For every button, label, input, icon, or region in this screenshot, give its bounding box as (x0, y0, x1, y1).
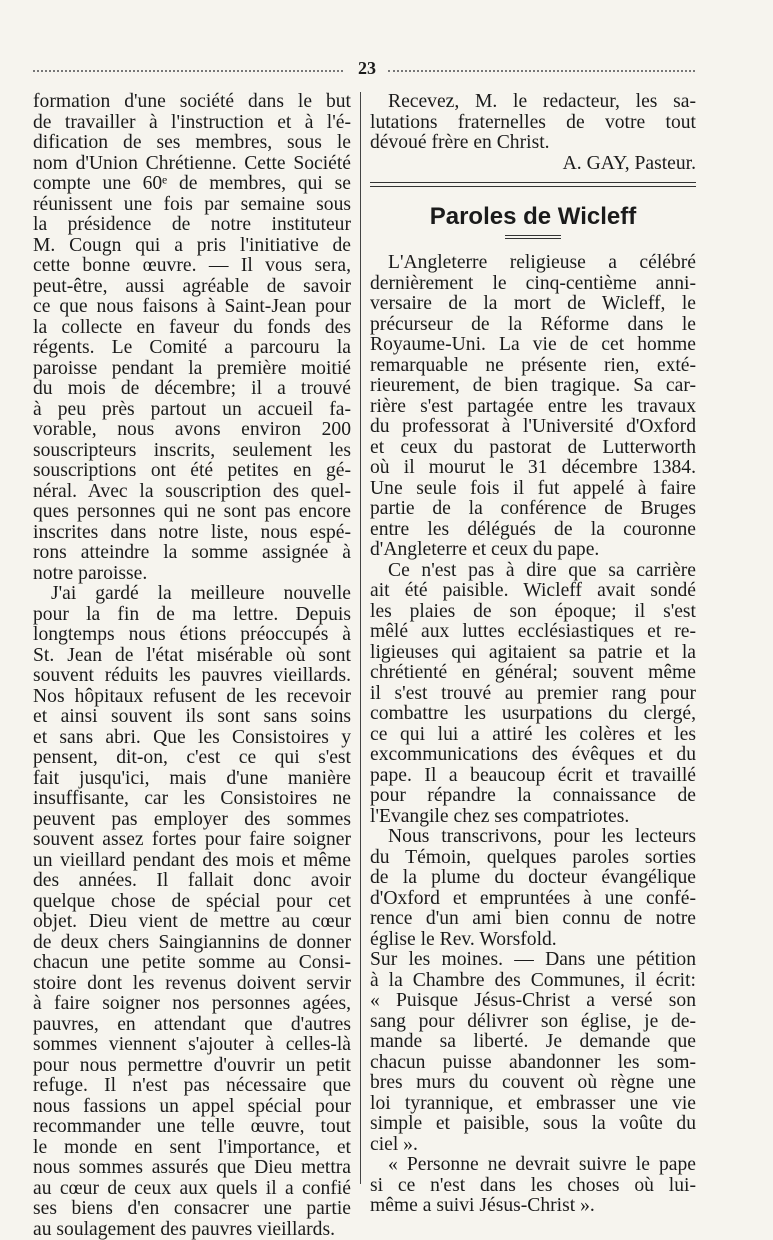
article-line: Nous transcrivons, pour les lecteurs (370, 827, 696, 848)
text-line: nous fassions un appel spécial pour (33, 1097, 351, 1118)
text-line: Nos hôpitaux refusent de les recevoir (33, 687, 351, 708)
article-line: versaire de la mort de Wicleff, le (370, 294, 696, 315)
text-line: objet. Dieu vient de mettre au cœur (33, 912, 351, 933)
article-line: l'Evangile chez ses compatriotes. (370, 807, 696, 828)
article-line: Une seule fois il fut appelé à faire (370, 479, 696, 500)
article-line: il s'est trouvé au premier rang pour (370, 684, 696, 705)
article-line: précurseur de la Réforme dans le (370, 315, 696, 336)
article-line: L'Angleterre religieuse a célébré (370, 253, 696, 274)
text-line: réunissent une fois par semaine sous (33, 195, 351, 216)
article-line: excommunications des évêques et du (370, 745, 696, 766)
section-title: Paroles de Wicleff (370, 203, 696, 231)
text-line: quelque chose de spécial pour cet (33, 892, 351, 913)
article-line: Ce n'est pas à dire que sa carrière (370, 561, 696, 582)
text-line: à faire soigner nos personnes agées, (33, 994, 351, 1015)
text-line: pauvres, en attendant que d'autres (33, 1015, 351, 1036)
text-line: recommander une telle œuvre, tout (33, 1117, 351, 1138)
article-line: mêlé aux luttes ecclésiastiques et re- (370, 622, 696, 643)
article-line: rière s'est partagée entre les travaux (370, 397, 696, 418)
article-line: ciel ». (370, 1135, 696, 1156)
text-line: à peu près partout un accueil fa- (33, 400, 351, 421)
page-number: 23 (351, 58, 383, 79)
article-line: ce qui lui a attiré les colères et les (370, 725, 696, 746)
text-line: ques personnes qui ne sont pas encore (33, 502, 351, 523)
article-line: d'Oxford et empruntées à une confé- (370, 889, 696, 910)
article-body (370, 253, 696, 1217)
text-line: formation d'une société dans le but (33, 92, 351, 113)
text-line: notre paroisse. (33, 564, 351, 585)
text-line: au cœur de ceux aux quels il a confié (33, 1179, 351, 1200)
article-line: bres murs du couvent où règne une (370, 1073, 696, 1094)
article-line: combattre les usurpations du clergé, (370, 704, 696, 725)
text-line: de travailler à l'instruction et à l'é- (33, 113, 351, 134)
text-line: pour la fin de ma lettre. Depuis (33, 605, 351, 626)
text-line: J'ai gardé la meilleure nouvelle (33, 584, 351, 605)
article-line: remarquable ne présente rien, exté- (370, 356, 696, 377)
article-line: pour répandre la connaissance de (370, 786, 696, 807)
text-line: paroisse pendant la première moitié (33, 359, 351, 380)
text-line: pensent, dit-on, c'est ce qui s'est (33, 748, 351, 769)
text-line: dification de ses membres, sous le (33, 133, 351, 154)
text-line: et sans abri. Que les Consistoires y (33, 728, 351, 749)
header-ornament-right (388, 70, 695, 72)
article-line: pape. Il a beaucoup écrit et travaillé (370, 766, 696, 787)
text-line: nom d'Union Chrétienne. Cette Société (33, 154, 351, 175)
header-ornament-left (33, 70, 343, 72)
article-line: Royaume-Uni. La vie de cet homme (370, 335, 696, 356)
text-line: longtemps nous étions préoccupés à (33, 625, 351, 646)
text-line: le monde en sent l'importance, et (33, 1138, 351, 1159)
text-line: insuffisante, car les Consistoires ne (33, 789, 351, 810)
text-line: au soulagement des pauvres vieillards. (33, 1220, 351, 1240)
text-line: peut-être, aussi agréable de savoir (33, 277, 351, 298)
text-line: ses biens d'en consacrer une partie (33, 1199, 351, 1220)
letter-line: Recevez, M. le redacteur, les sa- (370, 92, 696, 113)
article-line: les plaies de son époque; il s'est (370, 602, 696, 623)
text-line: stoire dont les revenus doivent servir (33, 974, 351, 995)
text-line: chacun une petite somme au Consi- (33, 953, 351, 974)
text-line: régents. Le Comité a parcouru la (33, 338, 351, 359)
text-line: de deux chers Saingiannins de donner (33, 933, 351, 954)
title-ornament-rule (505, 235, 561, 239)
text-line: un vieillard pendant des mois et même (33, 851, 351, 872)
text-line: refuge. Il n'est pas nécessaire que (33, 1076, 351, 1097)
text-line: St. Jean de l'état misérable où sont (33, 646, 351, 667)
letter-closing (370, 92, 696, 154)
text-line: sommes viennent s'ajouter à celles-là (33, 1035, 351, 1056)
text-line: fait jusqu'ici, mais d'une manière (33, 769, 351, 790)
article-line: chacun puisse abandonner les som- (370, 1053, 696, 1074)
article-line: d'Angleterre et ceux du pape. (370, 540, 696, 561)
section-separator (370, 182, 696, 187)
article-line: ait été paisible. Wicleff avait sondé (370, 581, 696, 602)
article-line: simple et paisible, sous la voûte du (370, 1114, 696, 1135)
article-line: sang pour délivrer son église, je de- (370, 1012, 696, 1033)
text-line: pour nous permettre d'ouvrir un petit (33, 1056, 351, 1077)
text-line: ce que nous faisons à Saint-Jean pour (33, 297, 351, 318)
article-line: loi tyrannique, et embrasser une vie (370, 1094, 696, 1115)
signature: A. GAY, Pasteur. (370, 154, 696, 175)
article-line: entre les délégués de la couronne (370, 520, 696, 541)
text-line: cette bonne œuvre. — Il vous sera, (33, 256, 351, 277)
text-line: souscriptions ont été petites en gé- (33, 461, 351, 482)
article-line: Sur les moines. — Dans une pétition (370, 950, 696, 971)
text-line: inscrites dans notre liste, nous espé- (33, 523, 351, 544)
article-line: à la Chambre des Communes, il écrit: (370, 971, 696, 992)
text-line: souscripteurs inscrits, seulement les (33, 441, 351, 462)
text-line: souvent assez fortes pour faire soigner (33, 830, 351, 851)
article-line: où il mourut le 31 décembre 1384. (370, 458, 696, 479)
text-line: peuvent pas employer des sommes (33, 810, 351, 831)
text-line: nous sommes assurés que Dieu mettra (33, 1158, 351, 1179)
right-column (370, 92, 696, 1217)
article-line: « Personne ne devrait suivre le pape (370, 1155, 696, 1176)
article-line: rieurement, de bien tragique. Sa car- (370, 376, 696, 397)
article-line: du professorat à l'Université d'Oxford (370, 417, 696, 438)
article-line: « Puisque Jésus-Christ a versé son (370, 991, 696, 1012)
article-line: ligieuses qui agitaient sa patrie et la (370, 643, 696, 664)
article-line: chrétienté en général; souvent même (370, 663, 696, 684)
article-line: de la plume du docteur évangélique (370, 868, 696, 889)
article-line: dernièrement le cinq-centième anni- (370, 274, 696, 295)
text-line: la présidence de notre instituteur (33, 215, 351, 236)
article-line: partie de la conférence de Bruges (370, 499, 696, 520)
article-line: église le Rev. Worsfold. (370, 930, 696, 951)
text-line: souvent réduits les pauvres vieillards. (33, 666, 351, 687)
article-line: même a suivi Jésus-Christ ». (370, 1196, 696, 1217)
article-line: du Témoin, quelques paroles sorties (370, 848, 696, 869)
text-line: vorable, nous avons environ 200 (33, 420, 351, 441)
letter-line: lutations fraternelles de votre tout (370, 113, 696, 134)
text-line: M. Cougn qui a pris l'initiative de (33, 236, 351, 257)
left-column (33, 92, 351, 1240)
page-header (33, 58, 695, 82)
article-line: rence d'un ami bien connu de notre (370, 909, 696, 930)
column-divider (360, 92, 361, 1184)
text-line: du mois de décembre; il a trouvé (33, 379, 351, 400)
article-line: si ce n'est dans les choses où lui- (370, 1176, 696, 1197)
text-line: et ainsi souvent ils sont sans soins (33, 707, 351, 728)
article-line: mande sa liberté. Je demande que (370, 1032, 696, 1053)
text-line: des années. Il fallait donc avoir (33, 871, 351, 892)
text-line: rons atteindre la somme assignée à (33, 543, 351, 564)
text-line: néral. Avec la souscription des quel- (33, 482, 351, 503)
text-line: la collecte en faveur du fonds des (33, 318, 351, 339)
text-line: compte une 60ᵉ de membres, qui se (33, 174, 351, 195)
letter-line: dévoué frère en Christ. (370, 133, 696, 154)
article-line: et ceux du pastorat de Lutterworth (370, 438, 696, 459)
